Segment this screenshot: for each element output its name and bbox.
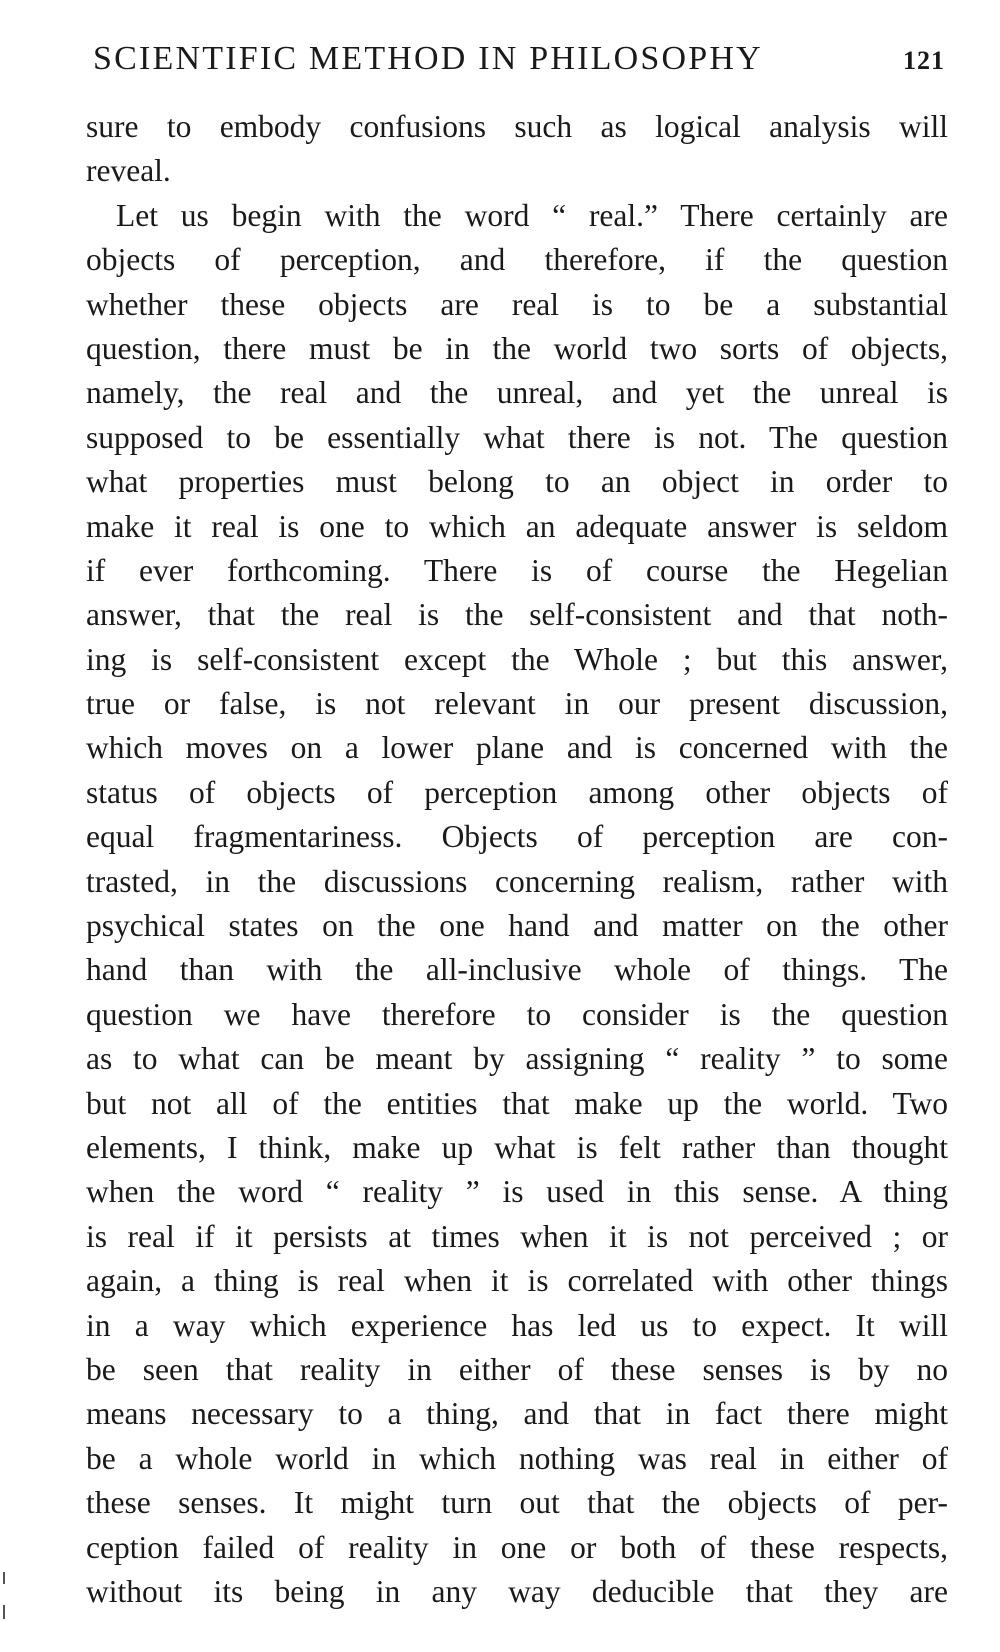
text-line: hand than with the all-inclusive whole of things. The (86, 952, 948, 988)
text-line: ing is self-consistent except the Whole ; but this answer, (86, 641, 948, 677)
text-line: sure to embody confusions such as logical analysis will (86, 109, 948, 144)
text-line: which moves on a lower plane and is concerned with the (86, 730, 948, 766)
text-line: is real if it persists at times when it is not perceived ; or (86, 1218, 948, 1254)
text-line: question, there must be in the world two sorts of objects, (86, 330, 948, 366)
text-line: ception failed of reality in one or both of these respects, (86, 1529, 948, 1565)
text-line: Let us begin with the word “ real.” There certainly are (116, 197, 948, 233)
text-line: question we have therefore to consider is the question (86, 996, 948, 1032)
text-line: again, a thing is real when it is correlated with other things (86, 1263, 948, 1299)
scan-edge-mark (3, 1605, 5, 1619)
text-line: these senses. It might turn out that the objects of per- (86, 1485, 948, 1521)
text-line: trasted, in the discussions concerning realism, rather with (86, 863, 948, 899)
text-line: status of objects of perception among other objects of (86, 774, 948, 810)
text-line: be a whole world in which nothing was real in either of (86, 1440, 948, 1476)
text-line: means necessary to a thing, and that in fact there might (86, 1396, 948, 1432)
text-line: psychical states on the one hand and matter on the other (86, 908, 948, 944)
text-line: when the word “ reality ” is used in this sense. A thing (86, 1174, 948, 1210)
text-line: as to what can be meant by assigning “ reality ” to some (86, 1041, 948, 1077)
text-line: whether these objects are real is to be a substantial (86, 286, 948, 322)
text-line: reveal. (86, 153, 171, 189)
text-line: make it real is one to which an adequate answer is seldom (86, 508, 948, 544)
text-line: elements, I think, make up what is felt rather than thought (86, 1129, 948, 1165)
scan-edge-mark (3, 1572, 5, 1584)
text-line: but not all of the entities that make up the world. Two (86, 1085, 948, 1121)
text-line: in a way which experience has led us to expect. It will (86, 1307, 948, 1343)
text-line: objects of perception, and therefore, if the question (86, 242, 948, 278)
running-head-title: SCIENTIFIC METHOD IN PHILOSOPHY (93, 40, 763, 77)
text-line: what properties must belong to an object in order to (86, 464, 948, 500)
text-line: be seen that reality in either of these senses is by no (86, 1351, 948, 1387)
text-line: equal fragmentariness. Objects of perception are con- (86, 819, 948, 855)
text-line: if ever forthcoming. There is of course the Hegelian (86, 552, 948, 588)
text-line: true or false, is not relevant in our present discussion, (86, 686, 948, 722)
page-number: 121 (903, 46, 945, 75)
text-line: namely, the real and the unreal, and yet the unreal is (86, 375, 948, 411)
text-line: supposed to be essentially what there is not. The question (86, 419, 948, 455)
text-line: without its being in any way deducible that they are (86, 1573, 948, 1609)
running-head (93, 40, 945, 92)
text-line: answer, that the real is the self-consistent and that noth- (86, 597, 948, 633)
body-text (86, 105, 948, 1614)
